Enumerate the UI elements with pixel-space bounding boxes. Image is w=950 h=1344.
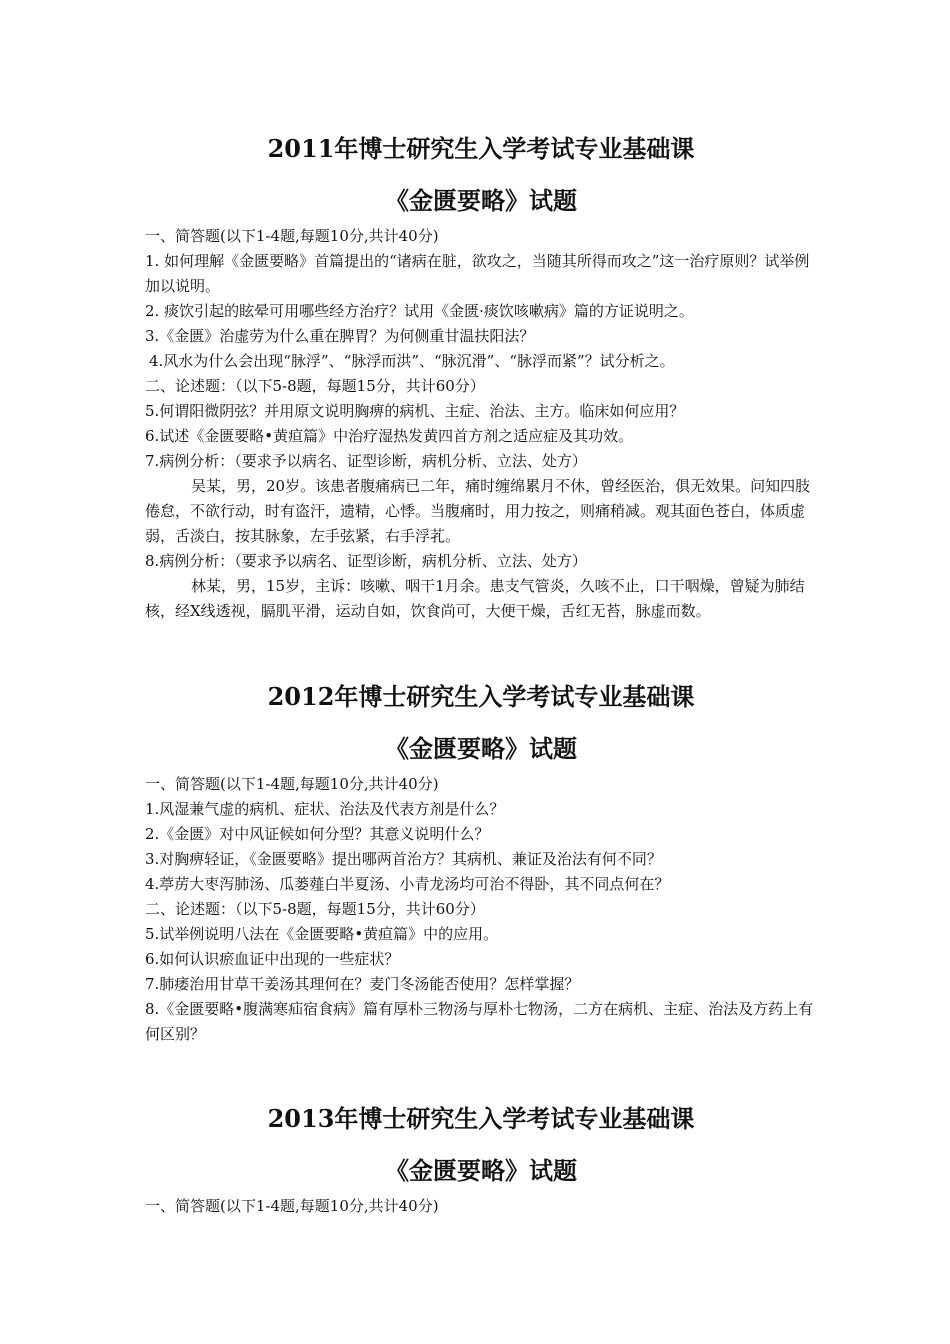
section-subtitle: 《金匮要略》试题 [385,734,577,763]
exam-section-2011 [145,134,817,624]
question-line: 5.何谓阳微阴弦？并用原文说明胸痹的病机、主症、治法、主方。临床如何应用？ [145,402,685,420]
question-line: 2. 痰饮引起的眩晕可用哪些经方治疗？试用《金匮·痰饮咳嗽病》篇的方证说明之。 [145,302,694,320]
question-line: 一、简答题(以下1-4题,每题10分,共计40分) [145,227,439,245]
question-line: 4.风水为什么会出现“脉浮”、“脉浮而洪”、“脉沉滑”、“脉浮而紧”？试分析之。 [149,352,675,370]
section-subtitle: 《金匮要略》试题 [385,1156,577,1185]
case-paragraph: 林某，男，15岁，主诉：咳嗽、咽干1月余。患支气管炎，久咳不止，口干咽燥，曾疑为肺结核，经X线透视，膈肌平滑，运动自如，饮食尚可，大便干燥，舌红无苔，脉虚而数。 [145,577,805,620]
question-line: 一、简答题(以下1-4题,每题10分,共计40分) [145,1197,439,1215]
question-line: 6.如何认识瘀血证中出现的一些症状？ [145,950,400,968]
question-line: 5.试举例说明八法在《金匮要略•黄疸篇》中的应用。 [145,925,499,943]
question-line: 1. 如何理解《金匮要略》首篇提出的“诸病在脏，欲攻之，当随其所得而攻之”这一治疗原则？试举例加以说明。 [145,252,810,295]
question-line: 4.葶苈大枣泻肺汤、瓜蒌薤白半夏汤、小青龙汤均可治不得卧，其不同点何在？ [145,875,670,893]
question-line: 2.《金匮》对中风证候如何分型？其意义说明什么？ [145,825,490,843]
section-title: 2013年博士研究生入学考试专业基础课 [267,1104,695,1133]
question-line: 7.病例分析：（要求予以病名、证型诊断，病机分析、立法、处方） [145,452,587,470]
question-line: 8.病例分析：（要求予以病名、证型诊断，病机分析、立法、处方） [145,552,587,570]
question-line: 3.对胸痹轻证，《金匮要略》提出哪两首治方？其病机、兼证及治法有何不同？ [145,850,662,868]
question-line: 二、论述题：（以下5-8题，每题15分，共计60分） [145,377,485,395]
section-title: 2011年博士研究生入学考试专业基础课 [267,134,695,163]
section-title: 2012年博士研究生入学考试专业基础课 [267,682,695,711]
question-line: 二、论述题：（以下5-8题，每题15分，共计60分） [145,900,485,918]
question-line: 8.《金匮要略•腹满寒疝宿食病》篇有厚朴三物汤与厚朴七物汤，二方在病机、主症、治法及方药上有何区别？ [145,1000,814,1043]
exam-section-2012 [145,682,817,1047]
case-paragraph: 吴某，男，20岁。该患者腹痛病已二年，痛时缠绵累月不休，曾经医治，俱无效果。问知四肢倦怠，不欲行动，时有盗汗，遗精，心悸。当腹痛时，用力按之，则痛稍减。观其面色苍白，体质虚弱，舌淡白，按其脉象，左手弦紧，右手浮芤。 [145,477,811,545]
exam-section-2013 [145,1104,817,1219]
question-line: 3.《金匮》治虚劳为什么重在脾胃？为何侧重甘温扶阳法？ [145,327,535,345]
section-subtitle: 《金匮要略》试题 [385,186,577,215]
question-line: 1.风湿兼气虚的病机、症状、治法及代表方剂是什么？ [145,800,505,818]
question-line: 一、简答题(以下1-4题,每题10分,共计40分) [145,775,439,793]
question-line: 7.肺痿治用甘草干姜汤其理何在？麦门冬汤能否使用？怎样掌握？ [145,975,580,993]
question-line: 6.试述《金匮要略•黄疸篇》中治疗湿热发黄四首方剂之适应症及其功效。 [145,427,634,445]
